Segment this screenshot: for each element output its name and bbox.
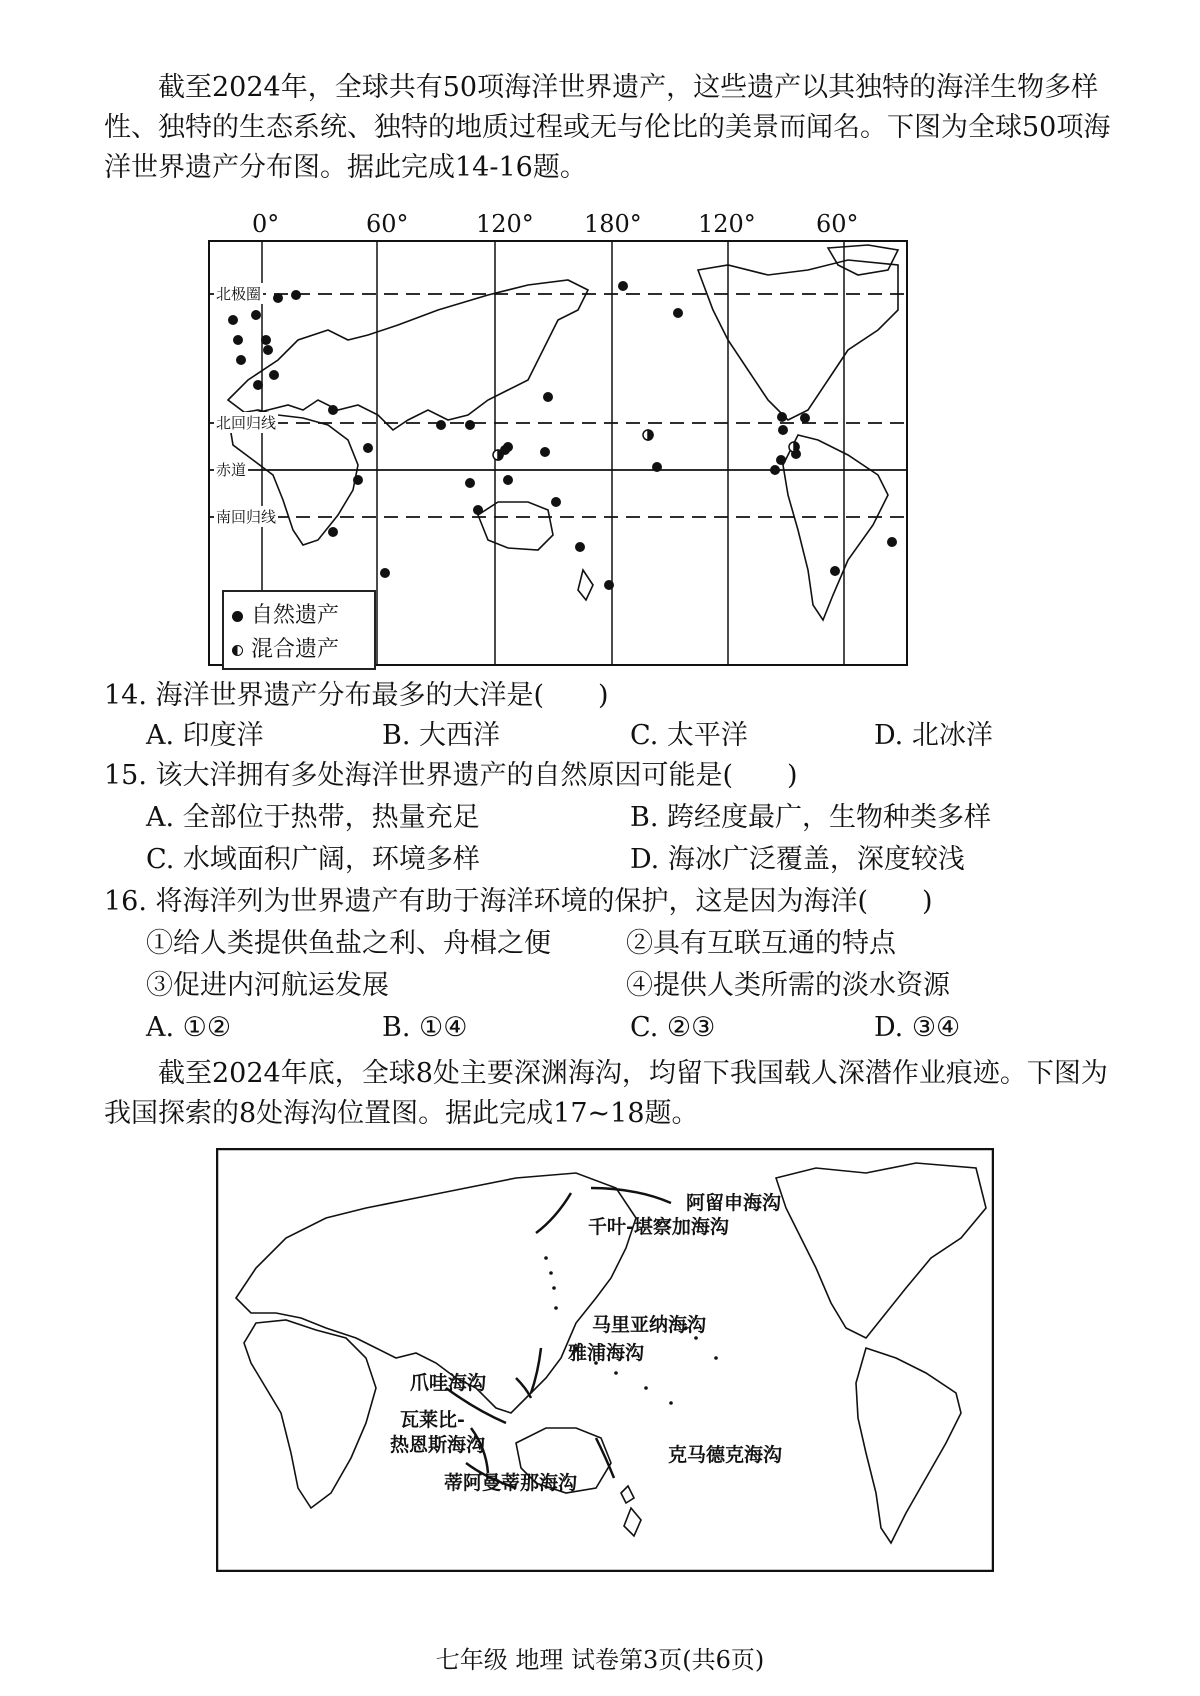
label-wallaby-trench-2: 热恩斯海沟 — [390, 1434, 486, 1456]
mixed-dot-icon — [232, 645, 243, 656]
q14-option-d[interactable]: D. 北冰洋 — [874, 720, 993, 751]
lat-label-tropic-s: 南回归线 — [216, 508, 277, 526]
q15-stem: 15. 该大洋拥有多处海洋世界遗产的自然原因可能是( ) — [104, 760, 798, 791]
label-mariana-trench: 马里亚纳海沟 — [592, 1314, 707, 1336]
natural-dot-icon — [232, 611, 243, 622]
q16-statement-2: ②具有互联互通的特点 — [626, 928, 896, 959]
label-diamantina-trench: 蒂阿曼蒂那海沟 — [444, 1472, 578, 1494]
label-java-trench: 爪哇海沟 — [410, 1372, 487, 1394]
map-legend — [222, 590, 376, 670]
label-aleutian-trench: 阿留申海沟 — [686, 1192, 782, 1214]
lon-label-0: 0° — [252, 210, 280, 238]
q16-stem: 16. 将海洋列为世界遗产有助于海洋环境的保护，这是因为海洋( ) — [104, 886, 933, 917]
q16-option-b[interactable]: B. ①④ — [382, 1012, 468, 1043]
q16-statement-4: ④提供人类所需的淡水资源 — [626, 970, 950, 1001]
lon-label-60w: 60° — [816, 210, 859, 238]
q16-statement-3: ③促进内河航运发展 — [146, 970, 389, 1001]
lon-label-60e: 60° — [366, 210, 409, 238]
legend-mixed: 混合遗产 — [251, 637, 340, 662]
lon-label-120w: 120° — [698, 210, 756, 238]
legend-natural: 自然遗产 — [251, 603, 340, 628]
q15-option-d[interactable]: D. 海冰广泛覆盖，深度较浅 — [630, 844, 965, 875]
intro-paragraph-1: 截至2024年，全球共有50项海洋世界遗产，这些遗产以其独特的海洋生物多样性、独特的生态系统、独特的地质过程或无与伦比的美景而闻名。下图为全球50项海洋世界遗产分布图。据此完成14-16题。 — [104, 72, 1111, 183]
q14-option-b[interactable]: B. 大西洋 — [382, 720, 501, 751]
lat-label-arctic: 北极圈 — [216, 285, 262, 303]
lon-label-180: 180° — [584, 210, 642, 238]
q16-statement-1: ①给人类提供鱼盐之利、舟楫之便 — [146, 928, 551, 959]
intro-paragraph-2: 截至2024年底，全球8处主要深渊海沟，均留下我国载人深潜作业痕迹。下图为我国探索的8处海沟位置图。据此完成17~18题。 — [104, 1058, 1108, 1129]
lon-label-120e: 120° — [476, 210, 534, 238]
q14-stem: 14. 海洋世界遗产分布最多的大洋是( ) — [104, 680, 609, 711]
lat-label-equator: 赤道 — [216, 461, 247, 479]
page-footer: 七年级 地理 试卷第3页(共6页) — [435, 1646, 765, 1674]
q14-option-c[interactable]: C. 太平洋 — [630, 720, 748, 751]
q16-option-a[interactable]: A. ①② — [146, 1012, 232, 1043]
q15-option-a[interactable]: A. 全部位于热带，热量充足 — [146, 802, 480, 833]
q14-option-a[interactable]: A. 印度洋 — [146, 720, 264, 751]
q16-option-d[interactable]: D. ③④ — [874, 1012, 961, 1043]
label-yap-trench: 雅浦海沟 — [568, 1342, 645, 1364]
label-kuril-trench: 千叶-堪察加海沟 — [588, 1216, 729, 1238]
q15-option-c[interactable]: C. 水域面积广阔，环境多样 — [146, 844, 480, 875]
lat-label-tropic-n: 北回归线 — [216, 414, 277, 432]
label-kermadec-trench: 克马德克海沟 — [668, 1444, 783, 1466]
q16-option-c[interactable]: C. ②③ — [630, 1012, 716, 1043]
label-wallaby-trench-1: 瓦莱比- — [400, 1409, 465, 1431]
q15-option-b[interactable]: B. 跨经度最广，生物种类多样 — [630, 802, 992, 833]
